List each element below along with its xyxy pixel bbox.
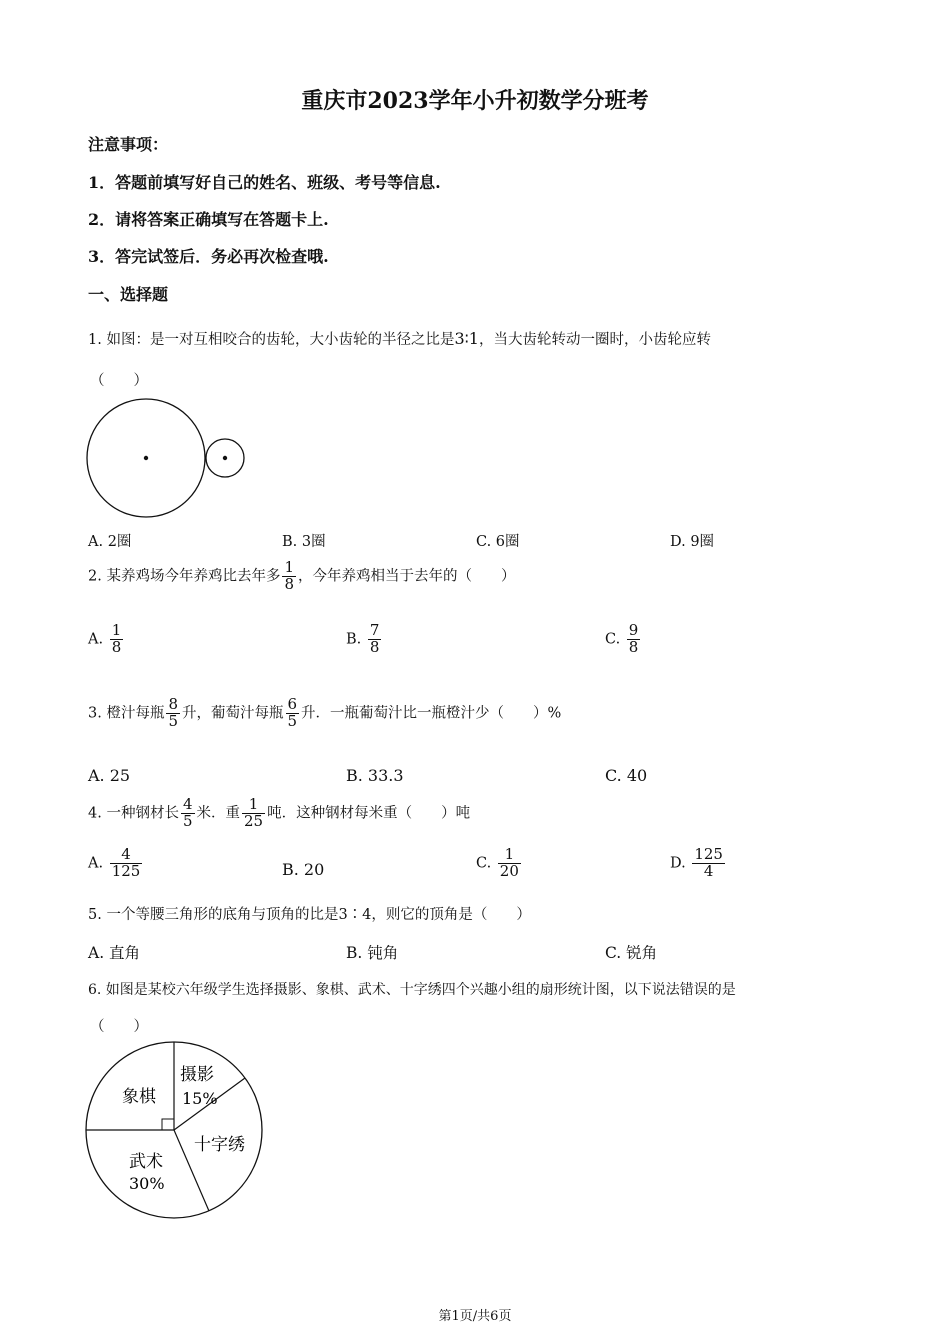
- pie-label-wushu: 武术: [129, 1152, 163, 1172]
- fraction: $\frac{1}{8}$: [284, 558, 294, 593]
- option-b[interactable]: B. 钝角: [346, 944, 399, 962]
- right-angle-mark: [162, 1119, 174, 1130]
- pie-label-sheying-pct: 15%: [182, 1089, 218, 1108]
- pie-label-shizixiu: 十字绣: [194, 1135, 245, 1155]
- note-item: 2．请将答案正确填写在答题卡上.: [88, 210, 329, 229]
- option-b[interactable]: B. $\frac{7}{8}$: [346, 621, 380, 656]
- option-a[interactable]: A. $\frac{4}{125}$: [88, 845, 141, 880]
- page-footer: 第1页/共6页: [438, 1309, 512, 1324]
- note-item: 3．答完试签后．务必再次检查哦.: [88, 247, 329, 266]
- option-a[interactable]: A. 2圈: [88, 534, 132, 550]
- small-gear-center: [223, 456, 227, 460]
- option-c[interactable]: C. 40: [605, 766, 648, 785]
- question-4: 4. 一种钢材长 $\frac{4}{5}$ 米．重 $\frac{1}{25}$ 吨．这种钢材每米重（ ）吨: [88, 795, 471, 830]
- note-item: 1．答题前填写好自己的姓名、班级、考号等信息.: [88, 173, 441, 192]
- section-heading: 一、选择题: [88, 285, 169, 304]
- pie-label-wushu-pct: 30%: [129, 1174, 165, 1193]
- question-6: 6. 如图是某校六年级学生选择摄影、象棋、武术、十字绣四个兴趣小组的扇形统计图，以下说法错误的是: [88, 982, 736, 998]
- notes-heading: 注意事项：: [88, 135, 169, 154]
- option-a[interactable]: A. 直角: [88, 944, 141, 962]
- option-c[interactable]: C. $\frac{1}{20}$: [476, 845, 519, 880]
- option-c[interactable]: C. 锐角: [605, 944, 658, 962]
- option-a[interactable]: A. $\frac{1}{8}$: [88, 621, 122, 656]
- option-b[interactable]: B. 3圈: [282, 534, 326, 550]
- pie-chart: [84, 1040, 268, 1220]
- option-c[interactable]: C. $\frac{9}{8}$: [605, 621, 639, 656]
- question-2: 2. 某养鸡场今年养鸡比去年多 $\frac{1}{8}$ ，今年养鸡相当于去年的（ ）: [88, 558, 516, 593]
- question-3: 3. 橙汁每瓶 $\frac{8}{5}$ 升，葡萄汁每瓶 $\frac{6}{5}$ 升．一瓶葡萄汁比一瓶橙汁少（ ）%: [88, 695, 562, 730]
- pie-label-sheying: 摄影: [180, 1065, 214, 1085]
- option-d[interactable]: D. 9圈: [670, 534, 715, 550]
- question-1: 1. 如图：是一对互相咬合的齿轮，大小齿轮的半径之比是3∶1，当大齿轮转动一圈时，小齿轮应转: [88, 329, 711, 348]
- large-gear-center: [144, 456, 148, 460]
- page-title: 重庆市2023学年小升初数学分班考: [301, 88, 649, 114]
- gear-figure: [84, 396, 254, 522]
- answer-paren: （ ）: [90, 373, 148, 389]
- option-b[interactable]: B. 20: [282, 860, 325, 879]
- pie-label-xiangqi: 象棋: [122, 1087, 156, 1107]
- answer-paren: （ ）: [90, 1019, 148, 1035]
- question-5: 5. 一个等腰三角形的底角与顶角的比是3∶4，则它的顶角是（ ）: [88, 907, 531, 923]
- option-c[interactable]: C. 6圈: [476, 534, 520, 550]
- option-b[interactable]: B. 33.3: [346, 766, 404, 785]
- option-a[interactable]: A. 25: [88, 766, 131, 785]
- option-d[interactable]: D. $\frac{125}{4}$: [670, 845, 723, 880]
